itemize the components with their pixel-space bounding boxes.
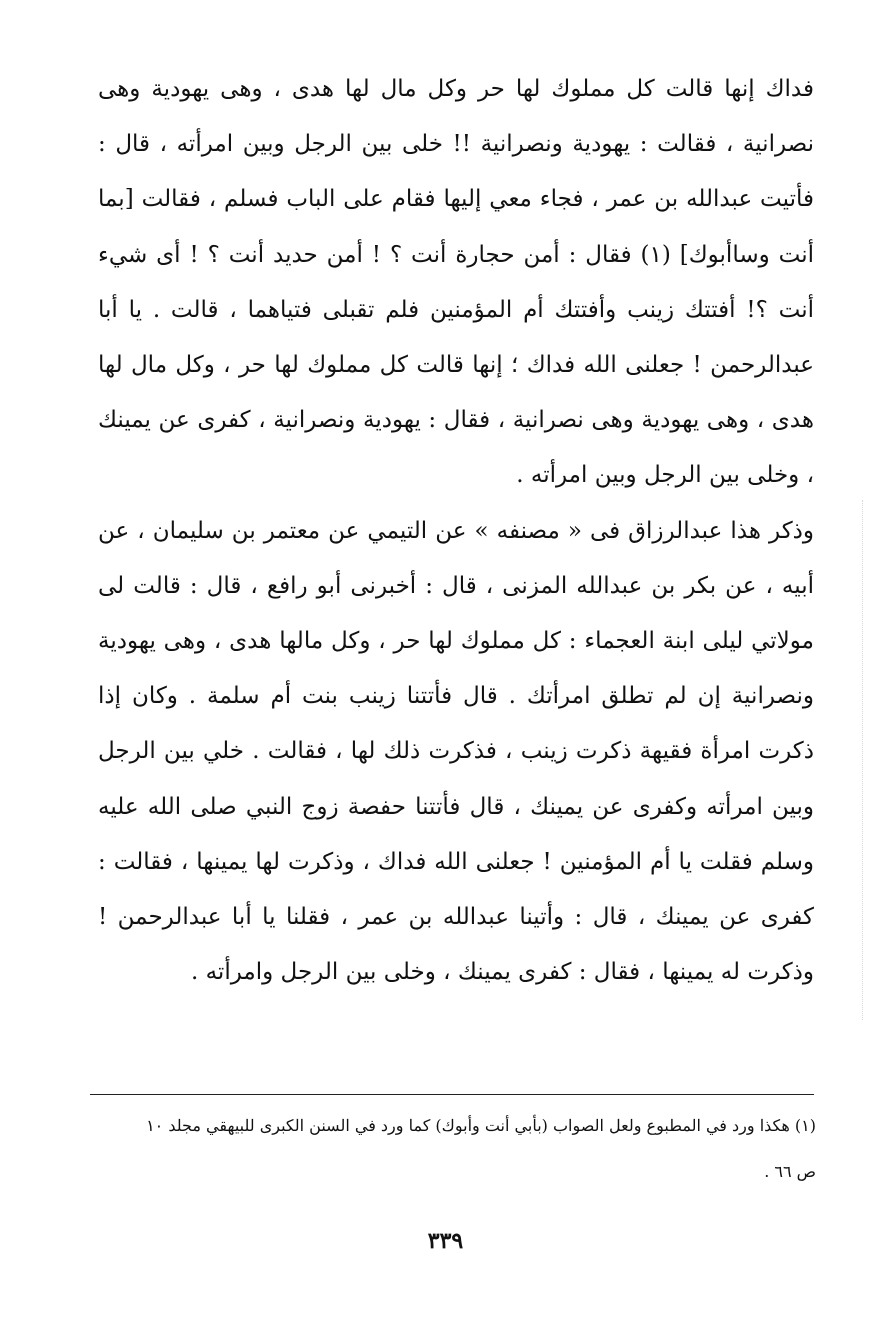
footnote: (١) هكذا ورد في المطبوع ولعل الصواب (بأبي أنت وأبوك) كما ورد في السنن الكبرى للبيهقي مجلد ١٠ ص ٦٦ . — [146, 1116, 816, 1181]
paragraph-1: فداك إنها قالت كل مملوك لها حر وكل مال لها هدى ، وهى يهودية وهى نصرانية ، فقالت : يهودية ونصرانية !! خلى بين الرجل وبين امرأته ، قال : فأتيت عبدالله بن عمر ، فجاء معي إليها فقام على الباب فسلم ، فقالت [بما أنت وساأبوك] (١) فقال : أمن حجارة أنت ؟ ! أمن حديد أنت ؟ ! أى شيء أنت ؟! أفتتك زينب وأفتتك أم المؤمنين فلم تقبلى فتياهما ، قالت . يا أبا عبدالرحمن ! جعلنى الله فداك ؛ إنها قالت كل مملوك لها حر ، وكل مال لها هدى ، وهى يهودية وهى نصرانية ، فقال : يهودية ونصرانية ، كفرى عن يمينك ، وخلى بين الرجل وبين امرأته . — [98, 76, 814, 489]
paragraph-2: وذكر هذا عبدالرزاق فى « مصنفه » عن التيمي عن معتمر بن سليمان ، عن أبيه ، عن بكر بن عبدالله المزنى ، قال : أخبرنى أبو رافع ، قال : قالت لى مولاتي ليلى ابنة العجماء : كل مملوك لها حر ، وكل مالها هدى ، وهى يهودية ونصرانية إن لم تطلق امرأتك . قال فأتتنا زينب بنت أم سلمة . وكان إذا ذكرت امرأة فقيهة ذكرت زينب ، فذكرت ذلك لها ، فقالت . خلي بين الرجل وبين امرأته وكفرى عن يمينك ، قال فأتتنا حفصة زوج النبي صلى الله عليه وسلم فقلت يا أم المؤمنين ! جعلنى الله فداك ، وذكرت لها يمينها ، فقالت : كفرى عن يمينك ، قال : وأتينا عبدالله بن عمر ، فقلنا يا أبا عبدالرحمن ! وذكرت له يمينها ، فقال : كفرى يمينك ، وخلى بين الرجل وامرأته . — [98, 517, 814, 986]
margin-scan-marks — [862, 500, 865, 1020]
footnote-divider — [90, 1094, 814, 1095]
main-text — [98, 62, 814, 1000]
page-number: ٣٣٩ — [427, 1228, 464, 1254]
